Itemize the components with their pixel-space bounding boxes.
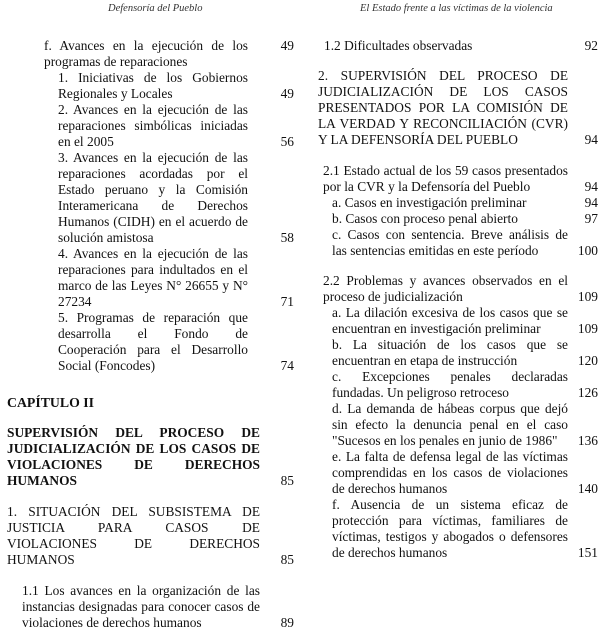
toc-entry-text: e. La falta de defensa legal de las víctimas comprendidas en los casos de violaciones de derechos humanos [332,449,568,496]
toc-entry-text: b. La situación de los casos que se encuentran en etapa de instrucción [332,337,568,368]
toc-entry-f4 [58,246,294,310]
toc-entry-f [44,38,294,70]
toc-page-number: 109 [577,289,598,304]
toc-page-number: 92 [584,38,598,53]
toc-entry-text: 2. Avances en la ejecución de las reparaciones simbólicas iniciadas en el 2005 [58,102,248,149]
toc-entry-2-1-c [332,227,598,259]
toc-page-number: 58 [280,230,294,245]
toc-entry-text: a. Casos en investigación preliminar [332,195,527,210]
toc-entry-text: 2.1 Estado actual de los 59 casos presentados por la CVR y la Defensoría del Pueblo [323,163,568,194]
toc-page-number: 94 [584,132,598,147]
running-header-right: El Estado frente a las víctimas de la violencia [360,3,553,14]
toc-entry-chapter-title [7,425,294,489]
toc-entry-text: 2. SUPERVISIÓN DEL PROCESO DE JUDICIALIZACIÓN DE LOS CASOS PRESENTADOS POR LA COMISIÓN DE LA VERDAD Y RECONCILIACIÓN (CVR) Y LA DEFENSORÍA DEL PUEBLO [318,68,568,147]
toc-entry-2-2-a [332,305,598,337]
toc-entry-text: 1. SITUACIÓN DEL SUBSISTEMA DE JUSTICIA PARA CASOS DE VIOLACIONES DE DERECHOS HUMANOS [7,504,260,567]
running-header-left: Defensoría del Pueblo [108,3,203,14]
toc-page-number: 49 [280,38,294,53]
toc-entry-text: d. La demanda de hábeas corpus que dejó sin efecto la denuncia penal en el caso "Sucesos en los penales en junio de 1986" [332,401,568,448]
toc-page-number: 120 [577,353,598,368]
toc-entry-1-1 [22,583,294,631]
toc-entry-f5 [58,310,294,374]
toc-entry-text: 1.2 Dificultades observadas [324,38,473,53]
toc-entry-section-2 [318,68,598,148]
toc-entry-2-2-f [332,497,598,561]
toc-page-number: 100 [577,243,598,258]
toc-page-number: 74 [280,358,294,373]
right-column [318,38,598,561]
toc-page-number: 56 [280,134,294,149]
toc-page-number: 136 [577,433,598,448]
toc-entry-f3 [58,150,294,246]
toc-entry-text: b. Casos con proceso penal abierto [332,211,518,226]
toc-entry-2-2-d [332,401,598,449]
toc-entry-text: 3. Avances en la ejecución de las reparaciones acordadas por el Estado peruano y la Comisión Interamericana de Derechos Humanos (CIDH) en el acuerdo de solución amistosa [58,150,248,245]
toc-entry-2-1-a [332,195,598,211]
toc-entry-text: f. Ausencia de un sistema eficaz de protección para víctimas, familiares de víctimas, testigos y abogados o defensores de derechos humanos [332,497,568,560]
toc-entry-text: c. Excepciones penales declaradas fundadas. Un peligroso retroceso [332,369,568,400]
toc-page-number: 85 [280,473,294,488]
toc-entry-text: c. Casos con sentencia. Breve análisis de las sentencias emitidas en este período [332,227,568,258]
toc-page-number: 109 [577,321,598,336]
toc-page-number: 151 [577,545,598,560]
toc-entry-2-1-b [332,211,598,227]
toc-page-number: 94 [584,195,598,210]
toc-page-number: 89 [280,615,294,630]
toc-page-number: 97 [584,211,598,226]
toc-entry-2-1 [323,163,598,195]
toc-entry-text: 5. Programas de reparación que desarrolla el Fondo de Cooperación para el Desarrollo Social (Foncodes) [58,310,248,373]
toc-entry-2-2-c [332,369,598,401]
toc-page-number: 85 [280,552,294,567]
toc-entry-text: SUPERVISIÓN DEL PROCESO DE JUDICIALIZACIÓN DE LOS CASOS DE VIOLACIONES DE DERECHOS HUMANOS [7,425,260,488]
left-column [0,38,298,631]
toc-entry-text: f. Avances en la ejecución de los programas de reparaciones [44,38,248,69]
toc-entry-text: 1. Iniciativas de los Gobiernos Regionales y Locales [58,70,248,101]
toc-entry-1-2 [324,38,598,54]
toc-entry-2-2-e [332,449,598,497]
toc-page-number: 94 [584,179,598,194]
toc-entry-2-2 [323,273,598,305]
toc-entry-text: 1.1 Los avances en la organización de las instancias designadas para conocer casos de violaciones de derechos humanos [22,583,260,630]
toc-entry-section-1 [7,504,294,568]
toc-entry-text: 2.2 Problemas y avances observados en el proceso de judicialización [323,273,568,304]
toc-entry-2-2-b [332,337,598,369]
toc-entry-text: 4. Avances en la ejecución de las reparaciones para indultados en el marco de las Leyes N° 26655 y N° 27234 [58,246,248,309]
toc-page-number: 126 [577,385,598,400]
toc-page-number: 140 [577,481,598,496]
toc-entry-f1 [58,70,294,102]
toc-entry-f2 [58,102,294,150]
toc-page-number: 71 [280,294,294,309]
toc-page-number: 49 [280,86,294,101]
toc-entry-text: a. La dilación excesiva de los casos que se encuentran en investigación preliminar [332,305,568,336]
chapter-heading: CAPÍTULO II [7,395,95,410]
